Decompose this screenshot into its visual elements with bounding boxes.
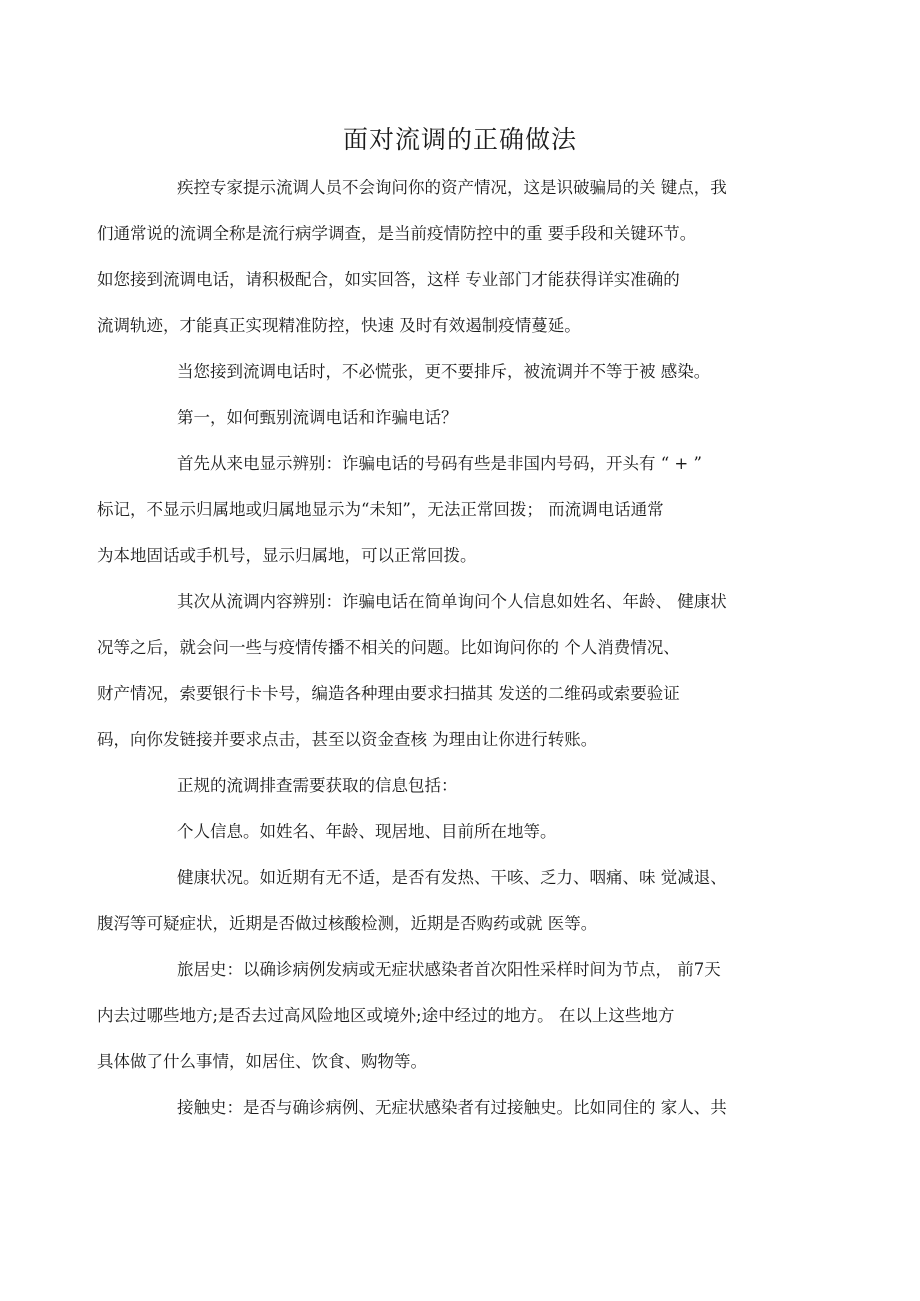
paragraph xyxy=(97,172,797,342)
paragraph xyxy=(137,770,797,802)
text-line: 内去过哪些地方;是否去过高风险地区或境外;途中经过的地方。 在以上这些地方 xyxy=(97,1006,675,1025)
paragraph xyxy=(137,356,797,388)
text-line: 流调轨迹，才能真正实现精准防控，快速 及时有效遏制疫情蔓延。 xyxy=(97,316,581,335)
text-line: 当您接到流调电话时，不必慌张，更不要排斥，被流调并不等于被 感染。 xyxy=(177,362,711,381)
text-line: 如您接到流调电话，请积极配合，如实回答，这样 专业部门才能获得详实准确的 xyxy=(97,270,680,289)
paragraph xyxy=(97,448,797,572)
text-line: 健康状况。如近期有无不适，是否有发热、干咳、乏力、咽痛、味 觉减退、 xyxy=(177,868,727,887)
text-line: 第一，如何甄别流调电话和诈骗电话？ xyxy=(177,408,458,427)
document-body xyxy=(97,172,797,1124)
text-line: 接触史：是否与确诊病例、无症状感染者有过接触史。比如同住的 家人、共 xyxy=(177,1098,727,1117)
paragraph xyxy=(137,816,797,848)
text-line: 为本地固话或手机号，显示归属地，可以正常回拨。 xyxy=(97,546,477,565)
text-line: 况等之后，就会问一些与疫情传播不相关的问题。比如询问你的 个人消费情况、 xyxy=(97,638,680,657)
paragraph xyxy=(97,862,797,940)
text-line: 具体做了什么事情，如居住、饮食、购物等。 xyxy=(97,1052,427,1071)
text-line: 标记，不显示归属地或归属地显示为“未知”，无法正常回拨； 而流调电话通常 xyxy=(97,500,664,519)
text-line: 旅居史：以确诊病例发病或无症状感染者首次阳性采样时间为节点， 前7天 xyxy=(177,960,721,979)
text-line: 正规的流调排查需要获取的信息包括： xyxy=(177,776,458,795)
paragraph xyxy=(97,586,797,756)
paragraph xyxy=(137,402,797,434)
text-line: 个人信息。如姓名、年龄、现居地、目前所在地等。 xyxy=(177,822,557,841)
text-line: 疾控专家提示流调人员不会询问你的资产情况，这是识破骗局的关 键点，我 xyxy=(177,178,727,197)
paragraph xyxy=(137,1092,797,1124)
text-line: 财产情况，索要银行卡卡号，编造各种理由要求扫描其 发送的二维码或索要验证 xyxy=(97,684,680,703)
text-line: 码，向你发链接并要求点击，甚至以资金查核 为理由让你进行转账。 xyxy=(97,730,598,749)
document-title: 面对流调的正确做法 xyxy=(342,125,577,154)
text-line: 首先从来电显示辨别：诈骗电话的号码有些是非国内号码，开头有 “ + ” xyxy=(177,454,702,473)
text-line: 腹泻等可疑症状，近期是否做过核酸检测，近期是否购药或就 医等。 xyxy=(97,914,598,933)
text-line: 其次从流调内容辨别：诈骗电话在简单询问个人信息如姓名、年龄、 健康状 xyxy=(177,592,727,611)
paragraph xyxy=(97,954,797,1078)
text-line: 们通常说的流调全称是流行病学调查，是当前疫情防控中的重 要手段和关键环节。 xyxy=(97,224,697,243)
